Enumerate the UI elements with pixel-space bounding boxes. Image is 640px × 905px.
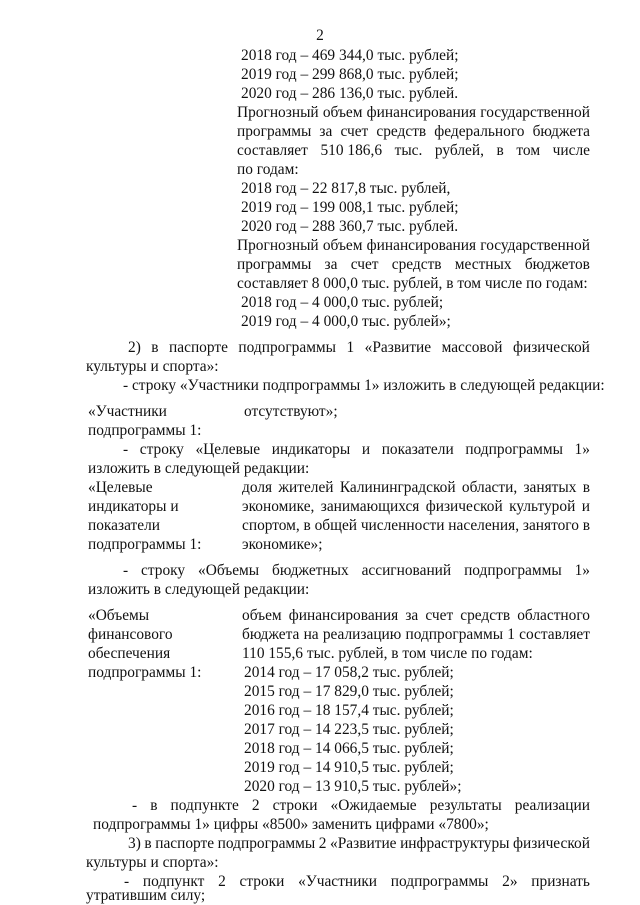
item-2-line: культуры и спорта»: [86,358,219,375]
volumes-year-line: 2015 год – 17 829,0 тыс. рублей; [244,683,454,700]
federal-year-line: 2018 год – 22 817,8 тыс. рублей, [241,180,451,197]
volumes-label: обеспечения [88,645,171,662]
federal-paragraph-line: программы за счет средств федерального бюджета [237,123,590,140]
participants-value: отсутствуют»; [244,403,338,420]
volumes-value-line: объем финансирования за счет средств областного [242,607,590,624]
volumes-year-line: 2017 год – 14 223,5 тыс. рублей; [244,721,454,738]
volumes-year-line: 2014 год – 17 058,2 тыс. рублей; [244,664,454,681]
local-paragraph-line: Прогнозный объем финансирования государственной [237,237,590,254]
local-paragraph-line: программы за счет средств местных бюджетов [237,256,590,273]
budget-year-line: 2019 год – 299 868,0 тыс. рублей; [241,66,459,83]
local-year-line: 2018 год – 4 000,0 тыс. рублей; [241,294,444,311]
volumes-year-line: 2018 год – 14 066,5 тыс. рублей; [244,740,454,757]
indicators-value-line: экономике, занимающихся физической культурой и [242,498,590,515]
volumes-year-line: 2020 год – 13 910,5 тыс. рублей»; [244,778,462,795]
item-2-line: - строку «Участники подпрограммы 1» изложить в следующей редакции: [123,377,605,394]
volumes-intro-line: изложить в следующей редакции: [88,581,310,598]
volumes-intro-line: - строку «Объемы бюджетных ассигнований подпрограммы 1» [123,562,590,579]
volumes-value-line: 110 155,6 тыс. рублей, в том числе по годам: [242,645,533,662]
federal-year-line: 2020 год – 288 360,7 тыс. рублей. [241,218,459,235]
results-line: - в подпункте 2 строки «Ожидаемые результаты реализации [132,797,590,814]
budget-year-line: 2018 год – 469 344,0 тыс. рублей; [241,47,459,64]
indicators-value-line: спортом, в общей численности населения, занятого в [242,517,590,534]
item-3-line: 3) в паспорте подпрограммы 2 «Развитие инфраструктуры физической [128,835,590,852]
indicators-value-line: доля жителей Калининградской области, занятых в [242,479,590,496]
volumes-label: «Объемы [88,607,150,624]
results-line: подпрограммы 1» цифры «8500» заменить цифрами «7800»; [93,816,489,833]
participants-label: «Участники [88,403,167,420]
federal-paragraph-line: по годам: [237,161,299,178]
item-2-line: 2) в паспорте подпрограммы 1 «Развитие массовой физической [128,339,590,356]
indicators-label: «Целевые [88,479,153,496]
indicators-intro-line: изложить в следующей редакции: [88,460,310,477]
local-year-line: 2019 год – 4 000,0 тыс. рублей»; [241,313,451,330]
volumes-year-line: 2016 год – 18 157,4 тыс. рублей; [244,702,454,719]
indicators-label: показатели [88,517,160,534]
volumes-value-line: бюджета на реализацию подпрограммы 1 составляет [242,626,590,643]
budget-year-line: 2020 год – 286 136,0 тыс. рублей. [241,85,459,102]
federal-paragraph-line: Прогнозный объем финансирования государственной [237,104,590,121]
indicators-label: индикаторы и [88,498,179,515]
volumes-label: подпрограммы 1: [88,664,202,681]
federal-year-line: 2019 год – 199 008,1 тыс. рублей; [241,199,459,216]
local-paragraph-line: составляет 8 000,0 тыс. рублей, в том числе по годам: [237,275,588,292]
item-3-line: культуры и спорта»: [86,854,219,871]
page-number: 2 [316,27,324,44]
indicators-value-line: экономике»; [242,536,323,553]
volumes-year-line: 2019 год – 14 910,5 тыс. рублей; [244,759,454,776]
participants-label: подпрограммы 1: [88,422,202,439]
indicators-label: подпрограммы 1: [88,536,202,553]
federal-paragraph-line: составляет 510 186,6 тыс. рублей, в том числе [237,142,590,159]
indicators-intro-line: - строку «Целевые индикаторы и показатели подпрограммы 1» [123,441,590,458]
item-3-line: - подпункт 2 строки «Участники подпрограммы 2» признать [124,873,590,890]
item-3-line: утратившим силу; [86,887,206,904]
volumes-label: финансового [88,626,173,643]
